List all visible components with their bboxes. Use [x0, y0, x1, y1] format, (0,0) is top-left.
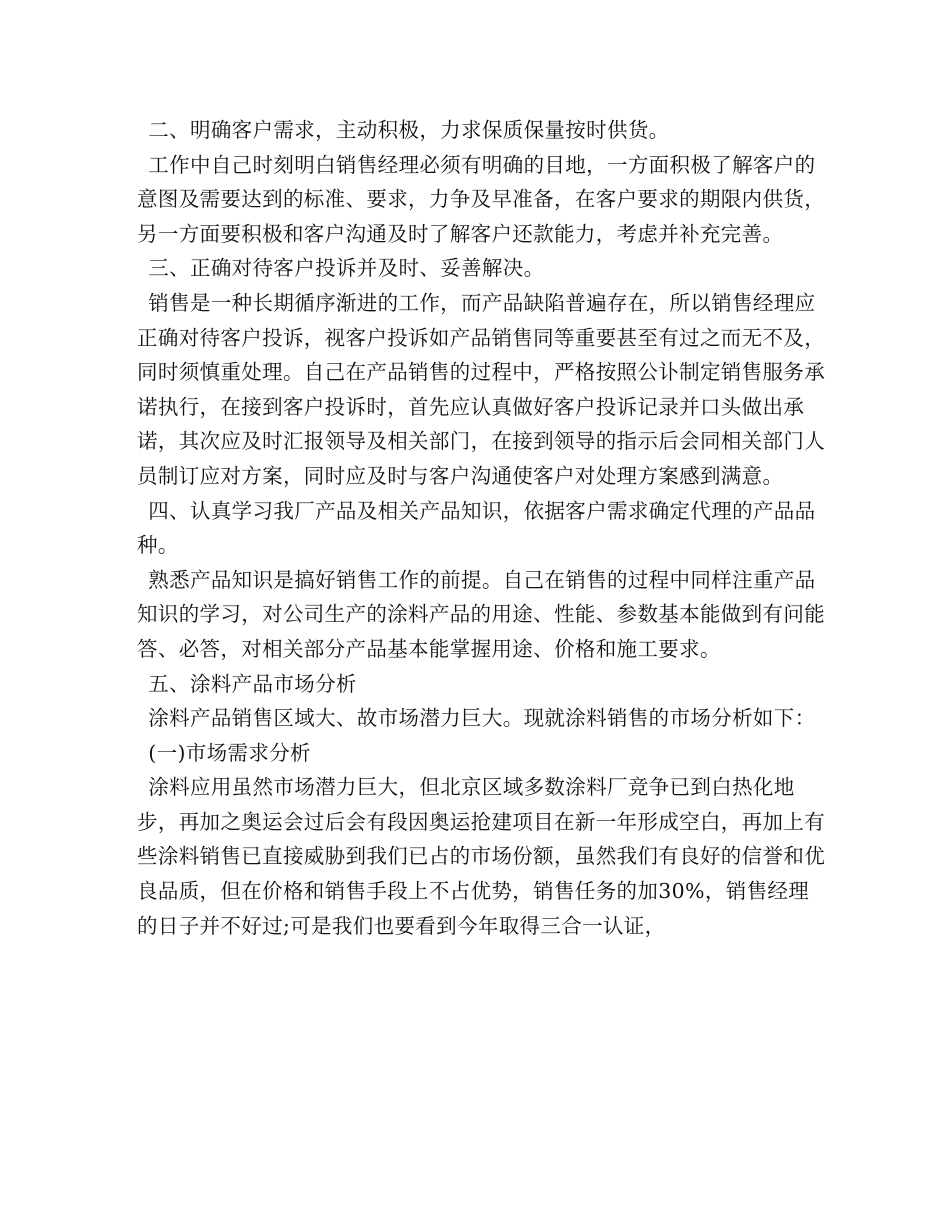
paragraph-section-3-body: 销售是一种长期循序渐进的工作，而产品缺陷普遍存在，所以销售经理应正确对待客户投诉，视客户投诉如产品销售同等重要甚至有过之而无不及，同时须慎重处理。自己在产品销售的过程中，严格按照公讣制定销售服务承诺执行，在接到客户投诉时，首先应认真做好客户投诉记录并口头做出承诺，其次应及时汇报领导及相关部门，在接到领导的指示后会同相关部门人员制订应对方案，同时应及时与客户沟通使客户对处理方案感到满意。: [137, 290, 826, 488]
paragraph-section-2-body: 工作中自己时刻明白销售经理必须有明确的目地，一方面积极了解客户的意图及需要达到的标准、要求，力争及早准备，在客户要求的期限内供货，另一方面要积极和客户沟通及时了解客户还款能力，考虑并补充完善。: [137, 152, 826, 246]
paragraph-section-4-body: 熟悉产品知识是搞好销售工作的前提。自己在销售的过程中同样注重产品知识的学习，对公司生产的涂料产品的用途、性能、参数基本能做到有问能答、必答，对相关部分产品基本能掌握用途、价格和施工要求。: [137, 567, 826, 661]
paragraph-market-demand-body: 涂料应用虽然市场潜力巨大，但北京区域多数涂料厂竞争已到白热化地步，再加之奥运会过后会有段因奥运抢建项目在新一年形成空白，再加上有些涂料销售已直接威胁到我们已占的市场份额，虽然我们有良好的信誉和优良品质，但在价格和销售手段上不占优势，销售任务的加30%，销售经理的日子并不好过;可是我们也要看到今年取得三合一认证，: [137, 775, 826, 938]
heading-section-4: 四、认真学习我厂产品及相关产品知识，依据客户需求确定代理的产品品种。: [137, 498, 816, 558]
heading-section-3: 三、正确对待客户投诉并及时、妥善解决。: [148, 256, 545, 281]
heading-section-5: 五、涂料产品市场分析: [148, 671, 357, 696]
heading-section-2: 二、明确客户需求，主动积极，力求保质保量按时供货。: [148, 118, 670, 142]
paragraph-section-5-intro: 涂料产品销售区域大、故市场潜力巨大。现就涂料销售的市场分析如下：: [148, 706, 816, 731]
subheading-market-demand: (一)市场需求分析: [148, 740, 311, 765]
document-body: [137, 113, 827, 943]
